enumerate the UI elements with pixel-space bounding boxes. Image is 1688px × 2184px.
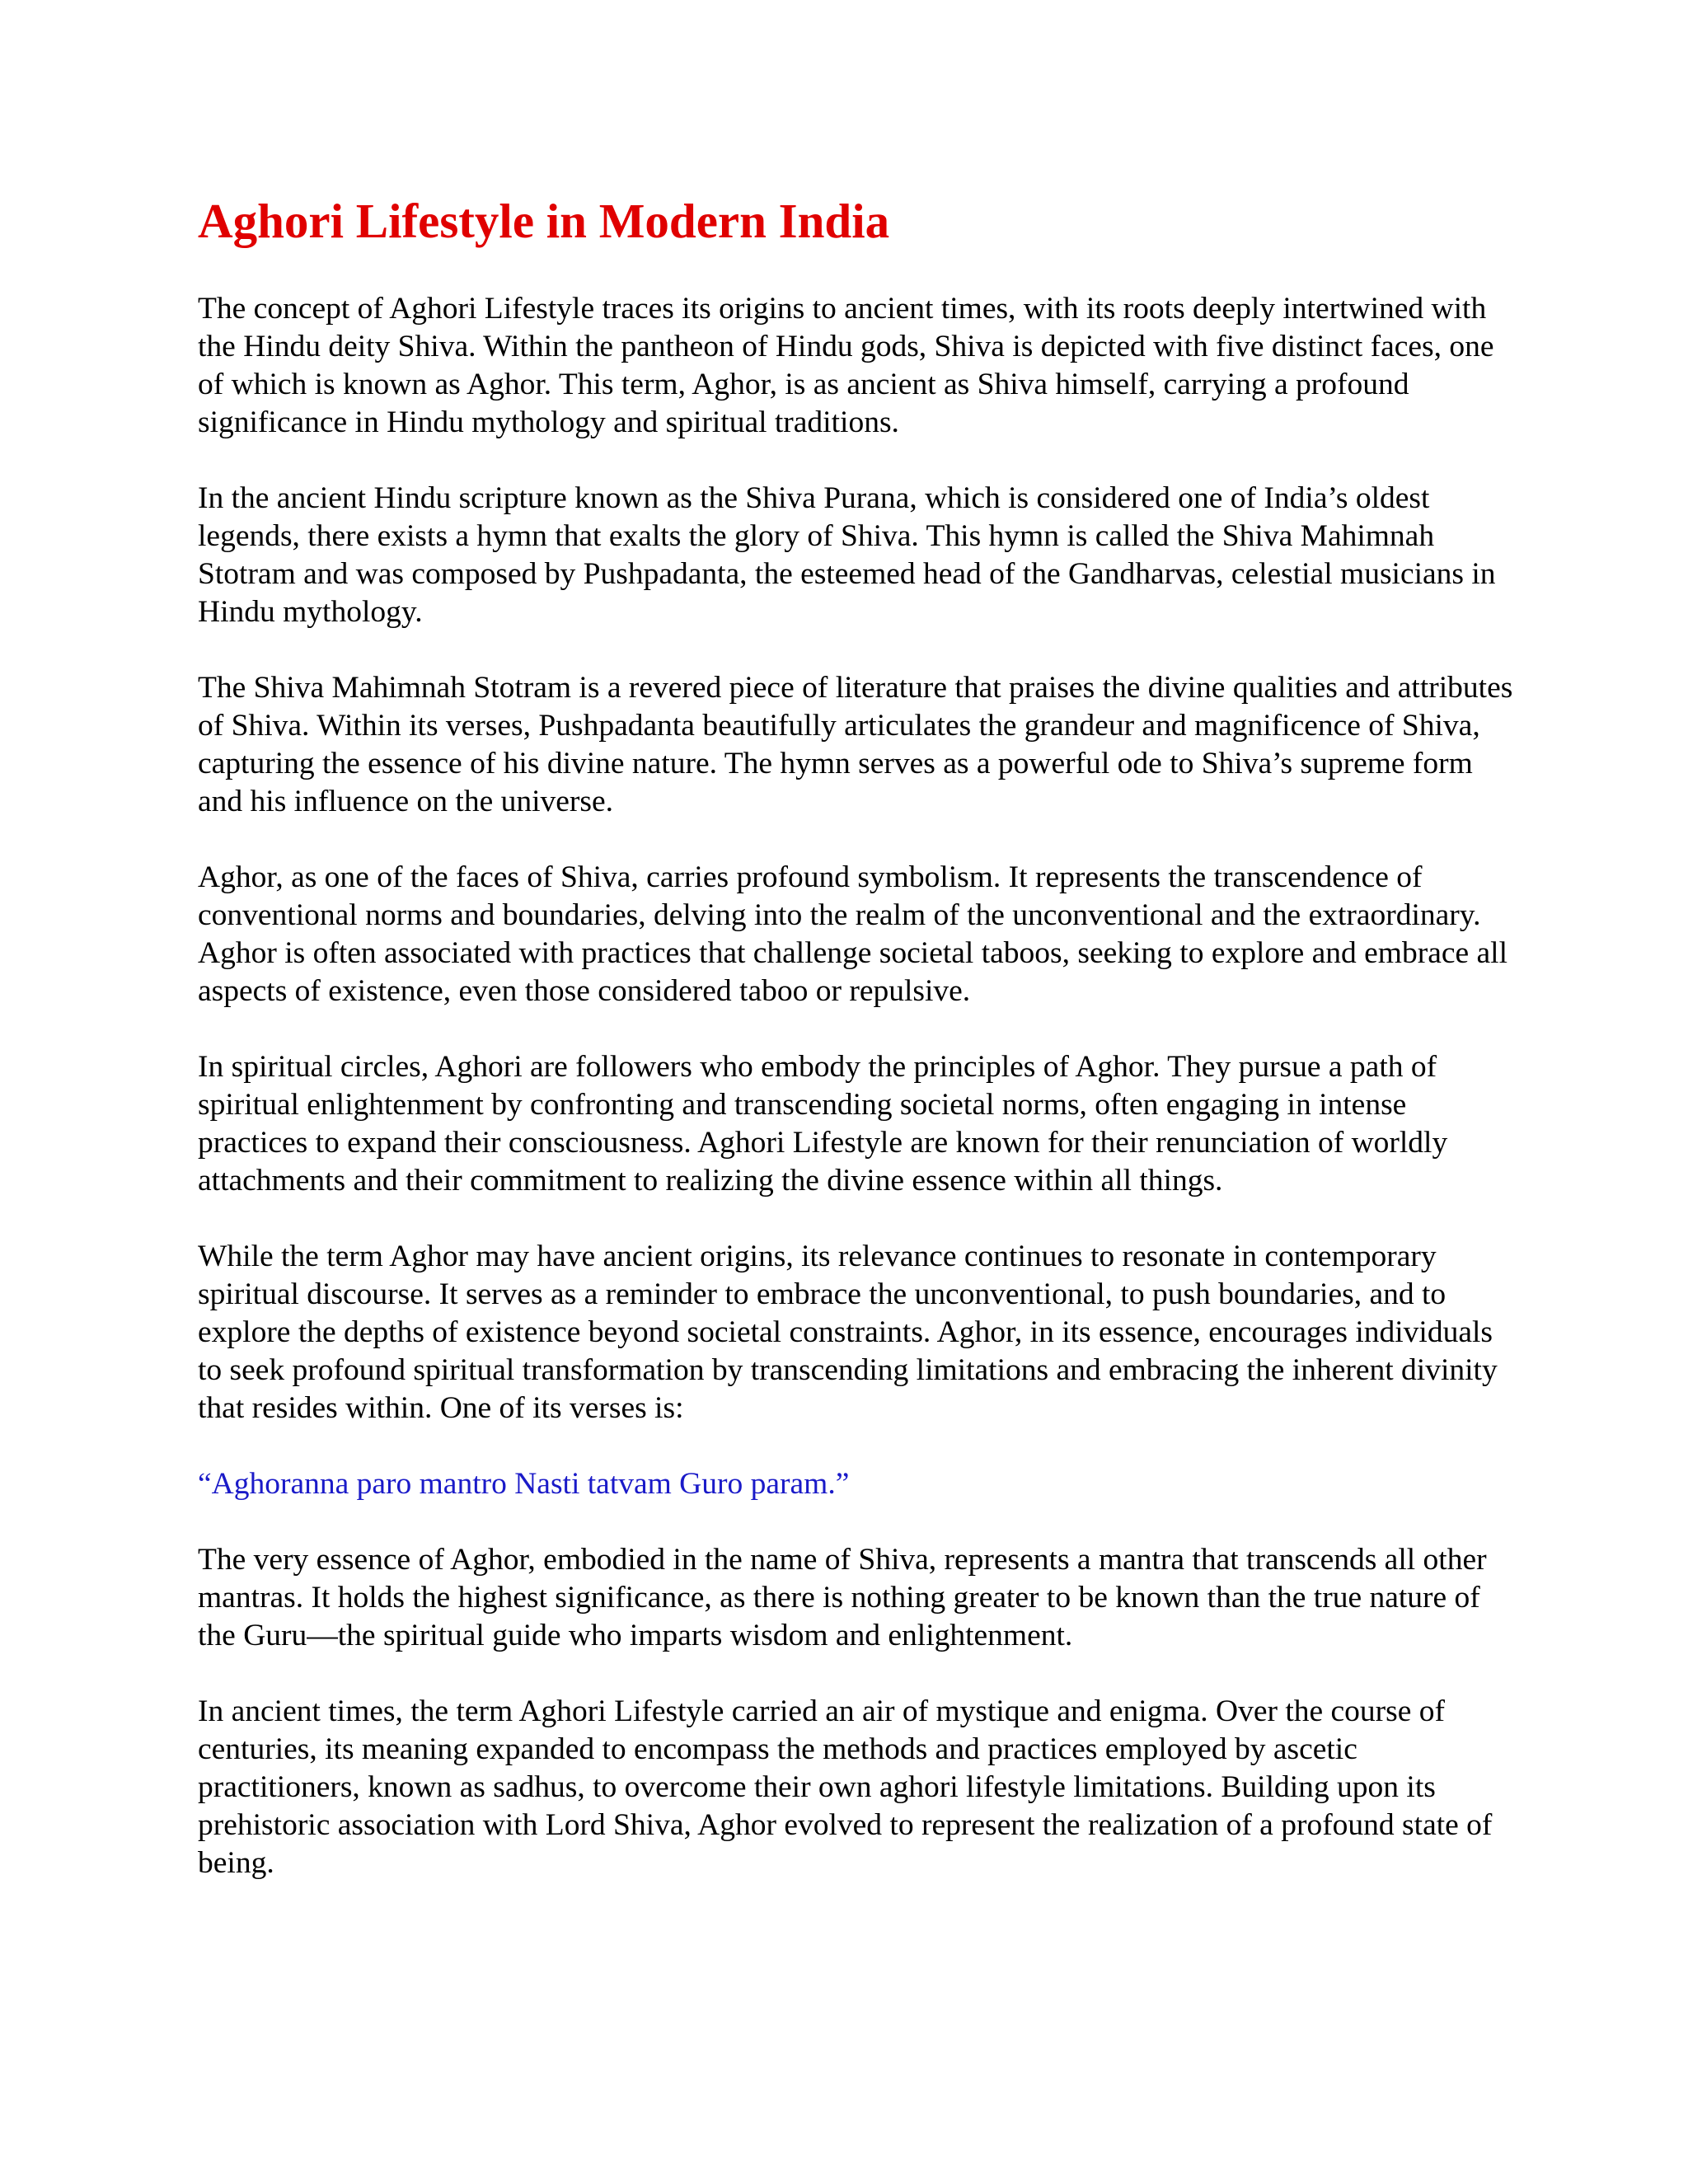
paragraph: In the ancient Hindu scripture known as the Shiva Purana, which is considered one of India’s oldest legends, there exists a hymn that exalts the glory of Shiva. This hymn is called the Shiva Mahimnah Stotram and was composed by Pushpadanta, the esteemed head of the Gandharvas, celestial musicians in Hindu mythology. (198, 481, 1496, 629)
paragraph: While the term Aghor may have ancient origins, its relevance continues to resonate in contemporary spiritual discourse. It serves as a reminder to embrace the unconventional, to push boundaries, and to explore the depths of existence beyond societal constraints. Aghor, in its essence, encourages individuals to seek profound spiritual transformation by transcending limitations and embracing the inherent divinity that resides within. One of its verses is: (198, 1240, 1498, 1425)
paragraph: The Shiva Mahimnah Stotram is a revered piece of literature that praises the divine qualities and attributes of Shiva. Within its verses, Pushpadanta beautifully articulates the grandeur and magnificence of Shiva, capturing the essence of his divine nature. The hymn serves as a powerful ode to Shiva’s supreme form and his influence on the universe. (198, 671, 1513, 818)
paragraph: The very essence of Aghor, embodied in the name of Shiva, represents a mantra that transcends all other mantras. It holds the highest significance, as there is nothing greater to be known than the true nature of the Guru—the spiritual guide who imparts wisdom and enlightenment. (198, 1543, 1487, 1652)
document-page (198, 190, 1517, 1920)
paragraph: The concept of Aghori Lifestyle traces its origins to ancient times, with its roots deeply intertwined with the Hindu deity Shiva. Within the pantheon of Hindu gods, Shiva is depicted with five distinct faces, one of which is known as Aghor. This term, Aghor, is as ancient as Shiva himself, carrying a profound significance in Hindu mythology and spiritual traditions. (198, 292, 1494, 439)
paragraph: Aghor, as one of the faces of Shiva, carries profound symbolism. It represents the transcendence of conventional norms and boundaries, delving into the realm of the unconventional and the extraordinary. Aghor is often associated with practices that challenge societal taboos, seeking to explore and embrace all aspects of existence, even those considered taboo or repulsive. (198, 860, 1508, 1008)
paragraph: In ancient times, the term Aghori Lifestyle carried an air of mystique and enigma. Over the course of centuries, its meaning expanded to encompass the methods and practices employed by ascetic practitioners, known as sadhus, to overcome their own aghori lifestyle limitations. Building upon its prehistoric association with Lord Shiva, Aghor evolved to represent the realization of a profound state of being. (198, 1694, 1493, 1880)
paragraph: In spiritual circles, Aghori are followers who embody the principles of Aghor. They pursue a path of spiritual enlightenment by confronting and transcending societal norms, often engaging in intense practices to expand their consciousness. Aghori Lifestyle are known for their renunciation of worldly attachments and their commitment to realizing the divine essence within all things. (198, 1050, 1448, 1197)
mantra-quote: “Aghoranna paro mantro Nasti tatvam Guro param.” (198, 1467, 850, 1501)
document-title: Aghori Lifestyle in Modern India (198, 194, 890, 248)
